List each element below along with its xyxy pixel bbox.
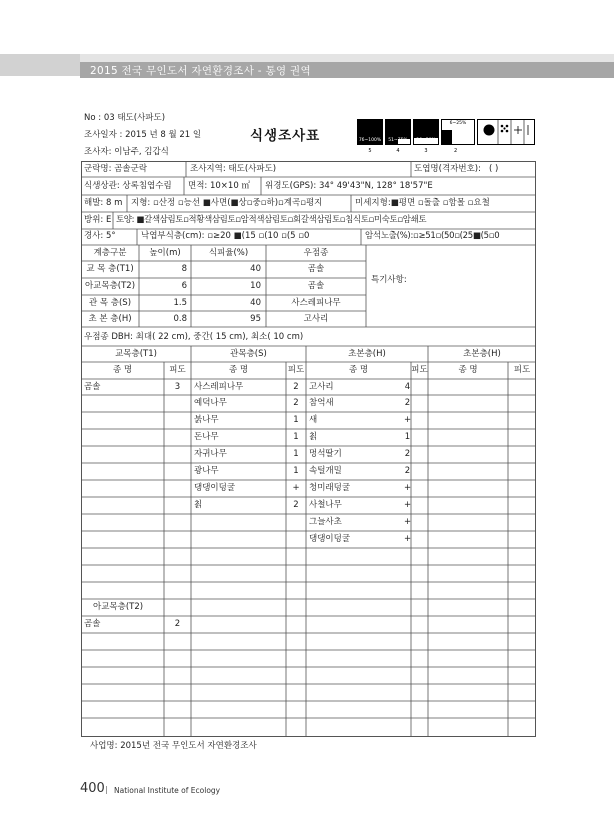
banner-strip bbox=[80, 54, 614, 62]
layer-dominant: 곰솔 bbox=[307, 281, 325, 291]
page-separator: | bbox=[105, 785, 108, 794]
herb-species: 속털개밀 bbox=[309, 466, 342, 476]
cover-class-2 bbox=[441, 119, 475, 154]
layer-dominant: 곰솔 bbox=[307, 264, 325, 274]
rock-exposure: 암석노출(%):▫≥51▫(50▫(25■(5▫0 bbox=[365, 231, 500, 241]
subtree-layer-label: 아교목층(T2) bbox=[93, 602, 144, 612]
layer-dominant: 고사리 bbox=[303, 314, 329, 324]
herb-cover: + bbox=[403, 500, 412, 510]
species-header-herb: 초본층(H) bbox=[348, 349, 386, 359]
col-cover: 피도 bbox=[287, 365, 305, 375]
shrub-species: 자귀나무 bbox=[194, 449, 227, 459]
shrub-cover: 2 bbox=[293, 500, 299, 510]
col-species-name: 종 명 bbox=[228, 365, 249, 375]
shrub-cover: 1 bbox=[293, 432, 299, 442]
project-name: 사업명: 2015년 전국 무인도서 자연환경조사 bbox=[90, 741, 257, 751]
shrub-cover: 1 bbox=[293, 466, 299, 476]
shrub-cover: 2 bbox=[293, 382, 299, 392]
topography: 지형: ▫산정 ▫능선 ■사면(■상▫중▫하)▫계곡▫평지 bbox=[131, 198, 323, 208]
shrub-cover: 2 bbox=[293, 398, 299, 408]
herb-cover: + bbox=[403, 534, 412, 544]
cover-symbols-graphic bbox=[478, 120, 534, 144]
survey-date: 조사일자 : 2015 년 8 월 21 일 bbox=[84, 130, 202, 140]
cover-range-label: 51~75% bbox=[388, 138, 408, 143]
banner-side-block bbox=[0, 54, 80, 76]
layer-height: 0.8 bbox=[173, 314, 187, 324]
shrub-species: 돈나무 bbox=[194, 432, 219, 442]
shrub-cover: 1 bbox=[293, 415, 299, 425]
plot-area: 면적: 10×10 ㎡ bbox=[188, 181, 250, 191]
shrub-species: 붉나무 bbox=[194, 415, 219, 425]
layer-header-height: 높이(m) bbox=[149, 248, 181, 258]
col-cover: 피도 bbox=[411, 365, 428, 375]
herb-cover: + bbox=[403, 517, 412, 527]
cover-class-number: 3 bbox=[424, 148, 428, 154]
litter-layer: 낙엽부식층(cm): ▫≥20 ■(15 ▫(10 ▫(5 ▫0 bbox=[141, 231, 310, 241]
tree-cover: 3 bbox=[174, 382, 181, 392]
layer-name: 초 본 층(H) bbox=[88, 314, 132, 324]
altitude: 해발: 8 m bbox=[84, 198, 123, 208]
map-grid-label: 도엽명(격자번호): bbox=[414, 164, 481, 174]
slope: 경사: 5° bbox=[84, 231, 116, 241]
shrub-species: 댕댕이덩굴 bbox=[194, 483, 236, 493]
layer-height: 8 bbox=[181, 264, 187, 274]
species-header-herb-2: 초본층(H) bbox=[463, 349, 501, 359]
herb-cover: 2 bbox=[404, 466, 411, 476]
cover-class-5 bbox=[357, 119, 383, 154]
institution-name: National Institute of Ecology bbox=[114, 786, 221, 795]
gps-coordinates: 위경도(GPS): 34° 49'43"N, 128° 18'57"E bbox=[265, 181, 433, 191]
layer-cover: 10 bbox=[250, 281, 261, 291]
cover-symbols bbox=[477, 119, 535, 145]
herb-species: 새 bbox=[309, 415, 318, 425]
cover-class-4 bbox=[385, 119, 411, 154]
surveyors: 조사자: 이남주, 김갑식 bbox=[84, 147, 169, 157]
shrub-species: 광나무 bbox=[194, 466, 219, 476]
species-header-shrub: 관목층(S) bbox=[230, 349, 267, 359]
subtree-species: 곰솔 bbox=[84, 619, 101, 629]
herb-cover: 1 bbox=[404, 432, 411, 442]
banner-title: 2015 전국 무인도서 자연환경조사 - 통영 권역 bbox=[90, 65, 311, 77]
herb-species: 고사리 bbox=[309, 382, 334, 392]
remarks-label: 특기사항: bbox=[371, 275, 407, 285]
herb-species: 사철나무 bbox=[309, 500, 342, 510]
form-title: 식생조사표 bbox=[250, 128, 321, 144]
aspect: 방위: E bbox=[84, 215, 112, 225]
herb-species: 그늘사초 bbox=[309, 517, 342, 527]
cover-range-label: 76~100% bbox=[358, 138, 382, 143]
cover-class-number: 2 bbox=[454, 148, 458, 154]
layer-name: 관 목 층(S) bbox=[88, 298, 132, 308]
map-grid-value: ( ) bbox=[489, 164, 499, 174]
cover-class-3 bbox=[413, 119, 439, 154]
layer-dominant: 사스레피나무 bbox=[291, 298, 341, 308]
layer-name: 아교목층(T2) bbox=[84, 281, 136, 291]
soil-type: 토양: ■갈색삼림토▫적황색삼림토▫암적색삼림토▫회갈색삼림토▫침식토▫미숙토▫암쇄토 bbox=[116, 215, 427, 225]
dbh-summary: 우점종 DBH: 최대( 22 cm), 중간( 15 cm), 최소( 10 cm) bbox=[84, 332, 304, 342]
micro-topography: 미세지형:■평면 ▫돌출 ▫함몰 ▫요철 bbox=[355, 198, 490, 208]
community-name: 군락명: 곰솔군락 bbox=[84, 164, 148, 174]
layer-height: 6 bbox=[181, 281, 187, 291]
herb-species: 청미래덩굴 bbox=[309, 483, 351, 493]
herb-cover: 2 bbox=[404, 449, 411, 459]
layer-cover: 95 bbox=[250, 314, 261, 324]
shrub-species: 예덕나무 bbox=[194, 398, 227, 408]
cover-range-label: 26~50% bbox=[416, 138, 436, 143]
shrub-species: 사스레피나무 bbox=[194, 382, 244, 392]
layer-name: 교 목 층(T1) bbox=[86, 264, 134, 274]
species-header-tree: 교목층(T1) bbox=[115, 349, 157, 359]
col-cover: 피도 bbox=[169, 365, 186, 375]
herb-cover: + bbox=[403, 415, 412, 425]
banner bbox=[80, 62, 614, 78]
cover-class-number: 5 bbox=[368, 148, 372, 154]
herb-species: 멍석딸기 bbox=[309, 449, 342, 459]
survey-form bbox=[81, 161, 536, 737]
page-number: 400 bbox=[80, 781, 105, 796]
col-species-name: 종 명 bbox=[348, 365, 369, 375]
herb-species: 참억새 bbox=[309, 398, 334, 408]
layer-header-dominant: 우점종 bbox=[303, 248, 329, 258]
cover-class-number: 4 bbox=[396, 148, 400, 154]
physiognomy: 식생상관: 상록침엽수림 bbox=[84, 181, 172, 191]
layer-header-cover: 식피율(%) bbox=[208, 248, 249, 258]
shrub-cover: + bbox=[292, 483, 300, 493]
herb-cover: 2 bbox=[404, 398, 411, 408]
herb-species: 칡 bbox=[309, 432, 318, 442]
herb-cover: + bbox=[403, 483, 412, 493]
cover-range-label: 6~25% bbox=[449, 121, 467, 126]
herb-cover: 4 bbox=[404, 382, 411, 392]
layer-cover: 40 bbox=[250, 298, 261, 308]
subtree-cover: 2 bbox=[174, 619, 181, 629]
layer-height: 1.5 bbox=[173, 298, 187, 308]
shrub-species: 칡 bbox=[194, 500, 203, 510]
survey-no: No : 03 태도(사파도) bbox=[84, 113, 166, 123]
layer-cover: 40 bbox=[250, 264, 261, 274]
survey-site: 조사지역: 태도(사파도) bbox=[190, 164, 277, 174]
col-species-name: 종 명 bbox=[112, 365, 133, 375]
herb-species: 댕댕이덩굴 bbox=[309, 534, 351, 544]
col-cover: 피도 bbox=[513, 365, 531, 375]
shrub-cover: 1 bbox=[293, 449, 299, 459]
layer-header-class: 계층구분 bbox=[93, 248, 127, 258]
tree-species: 곰솔 bbox=[84, 382, 101, 392]
col-species-name: 종 명 bbox=[458, 365, 478, 375]
